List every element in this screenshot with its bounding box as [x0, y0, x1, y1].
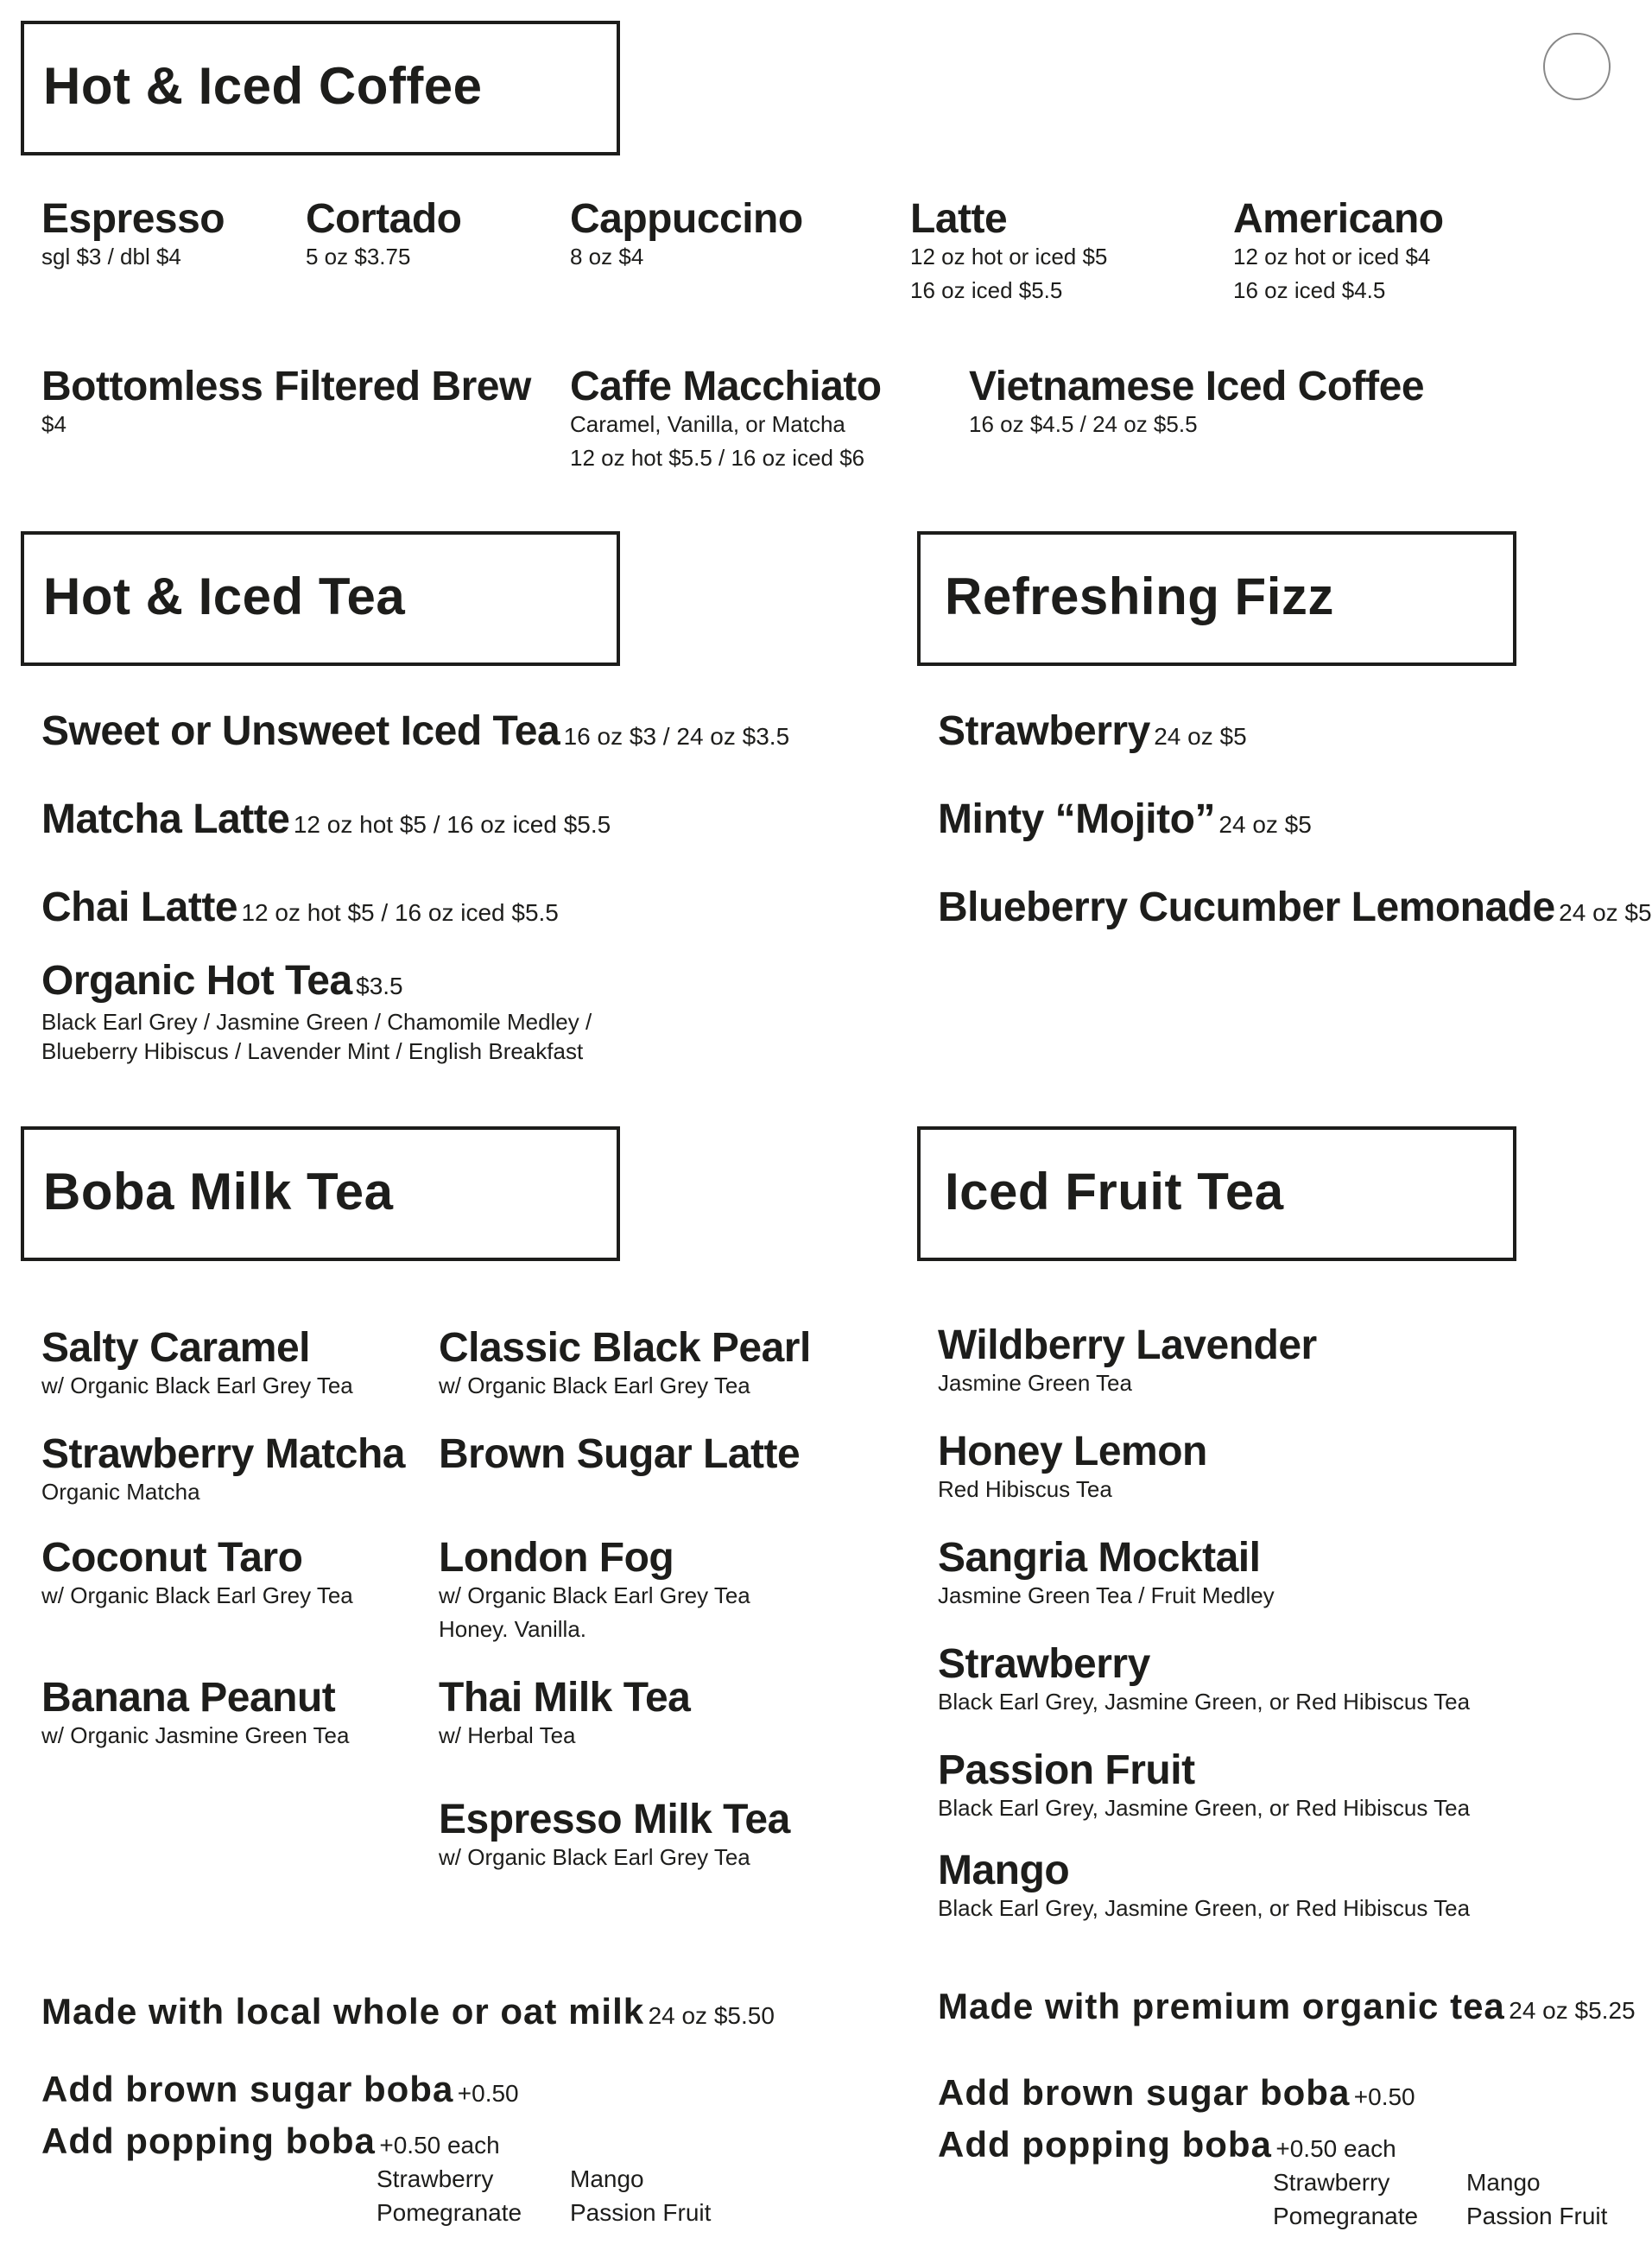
item-detail: 5 oz $3.75 — [306, 244, 411, 269]
item-price: 12 oz hot $5 / 16 oz iced $5.5 — [241, 899, 559, 926]
item-price: 24 oz $5 — [1154, 723, 1247, 750]
item-price: $3.5 — [356, 973, 403, 999]
menu-item-strawberry-fizz — [938, 708, 1247, 754]
item-detail: w/ Organic Black Earl Grey Tea — [439, 1373, 750, 1398]
item-detail: w/ Organic Black Earl Grey Tea — [41, 1373, 353, 1398]
menu-item-honey-lemon — [938, 1431, 1207, 1506]
menu-item-matcha-latte — [41, 796, 611, 842]
add-brown-price: +0.50 — [1353, 2083, 1415, 2110]
item-name: Classic Black Pearl — [439, 1325, 811, 1371]
add-popping-label: Add popping boba — [938, 2124, 1272, 2165]
item-name: Mango — [938, 1848, 1070, 1893]
item-detail: $4 — [41, 411, 66, 437]
item-detail: w/ Organic Black Earl Grey Tea — [439, 1582, 750, 1608]
item-name: Passion Fruit — [938, 1747, 1195, 1793]
item-detail: 12 oz hot or iced $5 — [910, 244, 1108, 269]
item-name: Vietnamese Iced Coffee — [969, 364, 1425, 409]
menu-item-wildberry-lavender — [938, 1322, 1317, 1400]
item-name: Bottomless Filtered Brew — [41, 364, 531, 409]
fruit-add-brown-sugar — [938, 2072, 1415, 2113]
item-name: Wildberry Lavender — [938, 1322, 1317, 1368]
popping-flavor: Mango — [1466, 2169, 1541, 2196]
menu-item-london-fog — [439, 1537, 750, 1646]
item-detail: 16 oz iced $5.5 — [910, 277, 1063, 303]
boba-add-brown-sugar — [41, 2071, 519, 2108]
menu-item-thai-milk-tea — [439, 1677, 690, 1753]
item-detail: w/ Herbal Tea — [439, 1722, 576, 1748]
item-name: Americano — [1233, 196, 1444, 242]
coffee-section-title: Hot & Iced Coffee — [43, 57, 483, 115]
item-detail: Organic Matcha — [41, 1479, 200, 1505]
menu-item-sangria-mocktail — [938, 1537, 1275, 1613]
item-detail: Honey. Vanilla. — [439, 1616, 587, 1642]
item-name: Sangria Mocktail — [938, 1535, 1261, 1581]
menu-item-minty-mojito — [938, 796, 1312, 842]
menu-item-sweet-iced-tea — [41, 708, 790, 754]
add-brown-label: Add brown sugar boba — [41, 2069, 454, 2109]
item-detail: Black Earl Grey, Jasmine Green, or Red Hibiscus Tea — [938, 1689, 1471, 1715]
item-name: Cappuccino — [570, 196, 803, 242]
add-popping-price: +0.50 each — [379, 2132, 500, 2159]
item-name: Honey Lemon — [938, 1429, 1207, 1474]
item-name: Banana Peanut — [41, 1675, 336, 1721]
fruit-add-popping — [938, 2124, 1396, 2165]
item-name: Thai Milk Tea — [439, 1675, 691, 1721]
boba-section-title: Boba Milk Tea — [43, 1163, 394, 1220]
fruit-section-title: Iced Fruit Tea — [945, 1163, 1284, 1220]
item-name: London Fog — [439, 1535, 674, 1581]
corner-circle-mark — [1543, 33, 1611, 100]
item-name: Caffe Macchiato — [570, 364, 882, 409]
menu-item-latte — [910, 196, 1108, 307]
boba-add-popping — [41, 2123, 500, 2159]
popping-flavor: Passion Fruit — [570, 2199, 712, 2226]
item-name: Organic Hot Tea — [41, 958, 352, 1004]
made-with-price: 24 oz $5.25 — [1509, 1997, 1636, 2024]
made-with-label: Made with premium organic tea — [938, 1986, 1505, 2026]
menu-item-cappuccino — [570, 196, 803, 274]
menu-item-strawberry-matcha — [41, 1431, 405, 1509]
popping-flavor: Strawberry — [377, 2165, 494, 2192]
menu-item-brown-sugar-latte — [439, 1431, 801, 1477]
menu-item-vietnamese-iced-coffee — [969, 366, 1424, 441]
menu-item-espresso-milk-tea — [439, 1799, 790, 1874]
item-detail: w/ Organic Black Earl Grey Tea — [41, 1582, 353, 1608]
item-detail: Red Hibiscus Tea — [938, 1476, 1112, 1502]
item-name: Strawberry Matcha — [41, 1431, 405, 1477]
item-name: Espresso Milk Tea — [439, 1797, 790, 1842]
item-price: 24 oz $5 — [1218, 811, 1312, 838]
item-detail: 12 oz hot or iced $4 — [1233, 244, 1431, 269]
item-name: Latte — [910, 196, 1008, 242]
item-detail: sgl $3 / dbl $4 — [41, 244, 181, 269]
item-name: Strawberry — [938, 708, 1150, 754]
boba-made-with — [41, 1991, 775, 2032]
add-brown-price: +0.50 — [457, 2080, 519, 2107]
item-detail: 16 oz $4.5 / 24 oz $5.5 — [969, 411, 1198, 437]
item-name: Matcha Latte — [41, 796, 290, 842]
item-name: Coconut Taro — [41, 1535, 303, 1581]
item-name: Espresso — [41, 196, 225, 242]
made-with-price: 24 oz $5.50 — [648, 2002, 775, 2029]
made-with-label: Made with local whole or oat milk — [41, 1991, 645, 2032]
menu-item-bottomless-brew — [41, 366, 531, 441]
item-name: Blueberry Cucumber Lemonade — [938, 884, 1555, 930]
menu-item-passion-fruit — [938, 1747, 1471, 1825]
menu-item-americano — [1233, 196, 1444, 307]
item-name: Cortado — [306, 196, 462, 242]
item-detail: Black Earl Grey, Jasmine Green, or Red Hibiscus Tea — [938, 1895, 1471, 1921]
item-name: Strawberry — [938, 1641, 1150, 1687]
menu-item-espresso — [41, 196, 225, 274]
fruit-made-with — [938, 1988, 1636, 2025]
menu-item-chai-latte — [41, 884, 559, 930]
menu-item-cortado — [306, 196, 462, 274]
item-name: Salty Caramel — [41, 1325, 311, 1371]
fizz-section-title: Refreshing Fizz — [945, 567, 1334, 625]
tea-section-title: Hot & Iced Tea — [43, 567, 406, 625]
item-name: Minty “Mojito” — [938, 796, 1215, 842]
add-popping-label: Add popping boba — [41, 2121, 376, 2161]
menu-item-caffe-macchiato — [570, 366, 882, 475]
menu-item-coconut-taro — [41, 1537, 353, 1613]
item-price: 24 oz $5 — [1559, 899, 1652, 926]
popping-flavor: Pomegranate — [1273, 2203, 1419, 2229]
item-detail: w/ Organic Black Earl Grey Tea — [439, 1844, 750, 1870]
item-detail: 8 oz $4 — [570, 244, 644, 269]
item-price: 16 oz $3 / 24 oz $3.5 — [563, 723, 790, 750]
menu-item-banana-peanut — [41, 1677, 349, 1753]
item-detail: w/ Organic Jasmine Green Tea — [41, 1722, 350, 1748]
popping-flavor: Strawberry — [1273, 2169, 1390, 2196]
menu-item-organic-hot-tea — [41, 960, 592, 1066]
item-detail: Caramel, Vanilla, or Matcha — [570, 411, 845, 437]
popping-flavor: Passion Fruit — [1466, 2203, 1608, 2229]
add-brown-label: Add brown sugar boba — [938, 2072, 1351, 2113]
item-name: Chai Latte — [41, 884, 238, 930]
item-price: 12 oz hot $5 / 16 oz iced $5.5 — [293, 811, 611, 838]
item-detail: Jasmine Green Tea — [938, 1370, 1132, 1396]
menu-item-classic-black-pearl — [439, 1325, 811, 1403]
menu-item-mango — [938, 1850, 1470, 1925]
item-detail: Jasmine Green Tea / Fruit Medley — [938, 1582, 1275, 1608]
item-detail: Black Earl Grey / Jasmine Green / Chamomile Medley / — [41, 1009, 592, 1035]
item-detail: 12 oz hot $5.5 / 16 oz iced $6 — [570, 445, 865, 471]
item-name: Sweet or Unsweet Iced Tea — [41, 708, 560, 754]
popping-flavor: Mango — [570, 2165, 644, 2192]
add-popping-price: +0.50 each — [1275, 2135, 1396, 2162]
menu-item-salty-caramel — [41, 1325, 353, 1403]
item-detail: Blueberry Hibiscus / Lavender Mint / English Breakfast — [41, 1038, 584, 1064]
popping-flavor: Pomegranate — [377, 2199, 522, 2226]
menu-item-blueberry-cucumber-lemonade — [938, 884, 1652, 930]
item-name: Brown Sugar Latte — [439, 1431, 801, 1477]
item-detail: Black Earl Grey, Jasmine Green, or Red Hibiscus Tea — [938, 1795, 1471, 1821]
menu-item-strawberry-fruit-tea — [938, 1641, 1471, 1719]
item-detail: 16 oz iced $4.5 — [1233, 277, 1386, 303]
